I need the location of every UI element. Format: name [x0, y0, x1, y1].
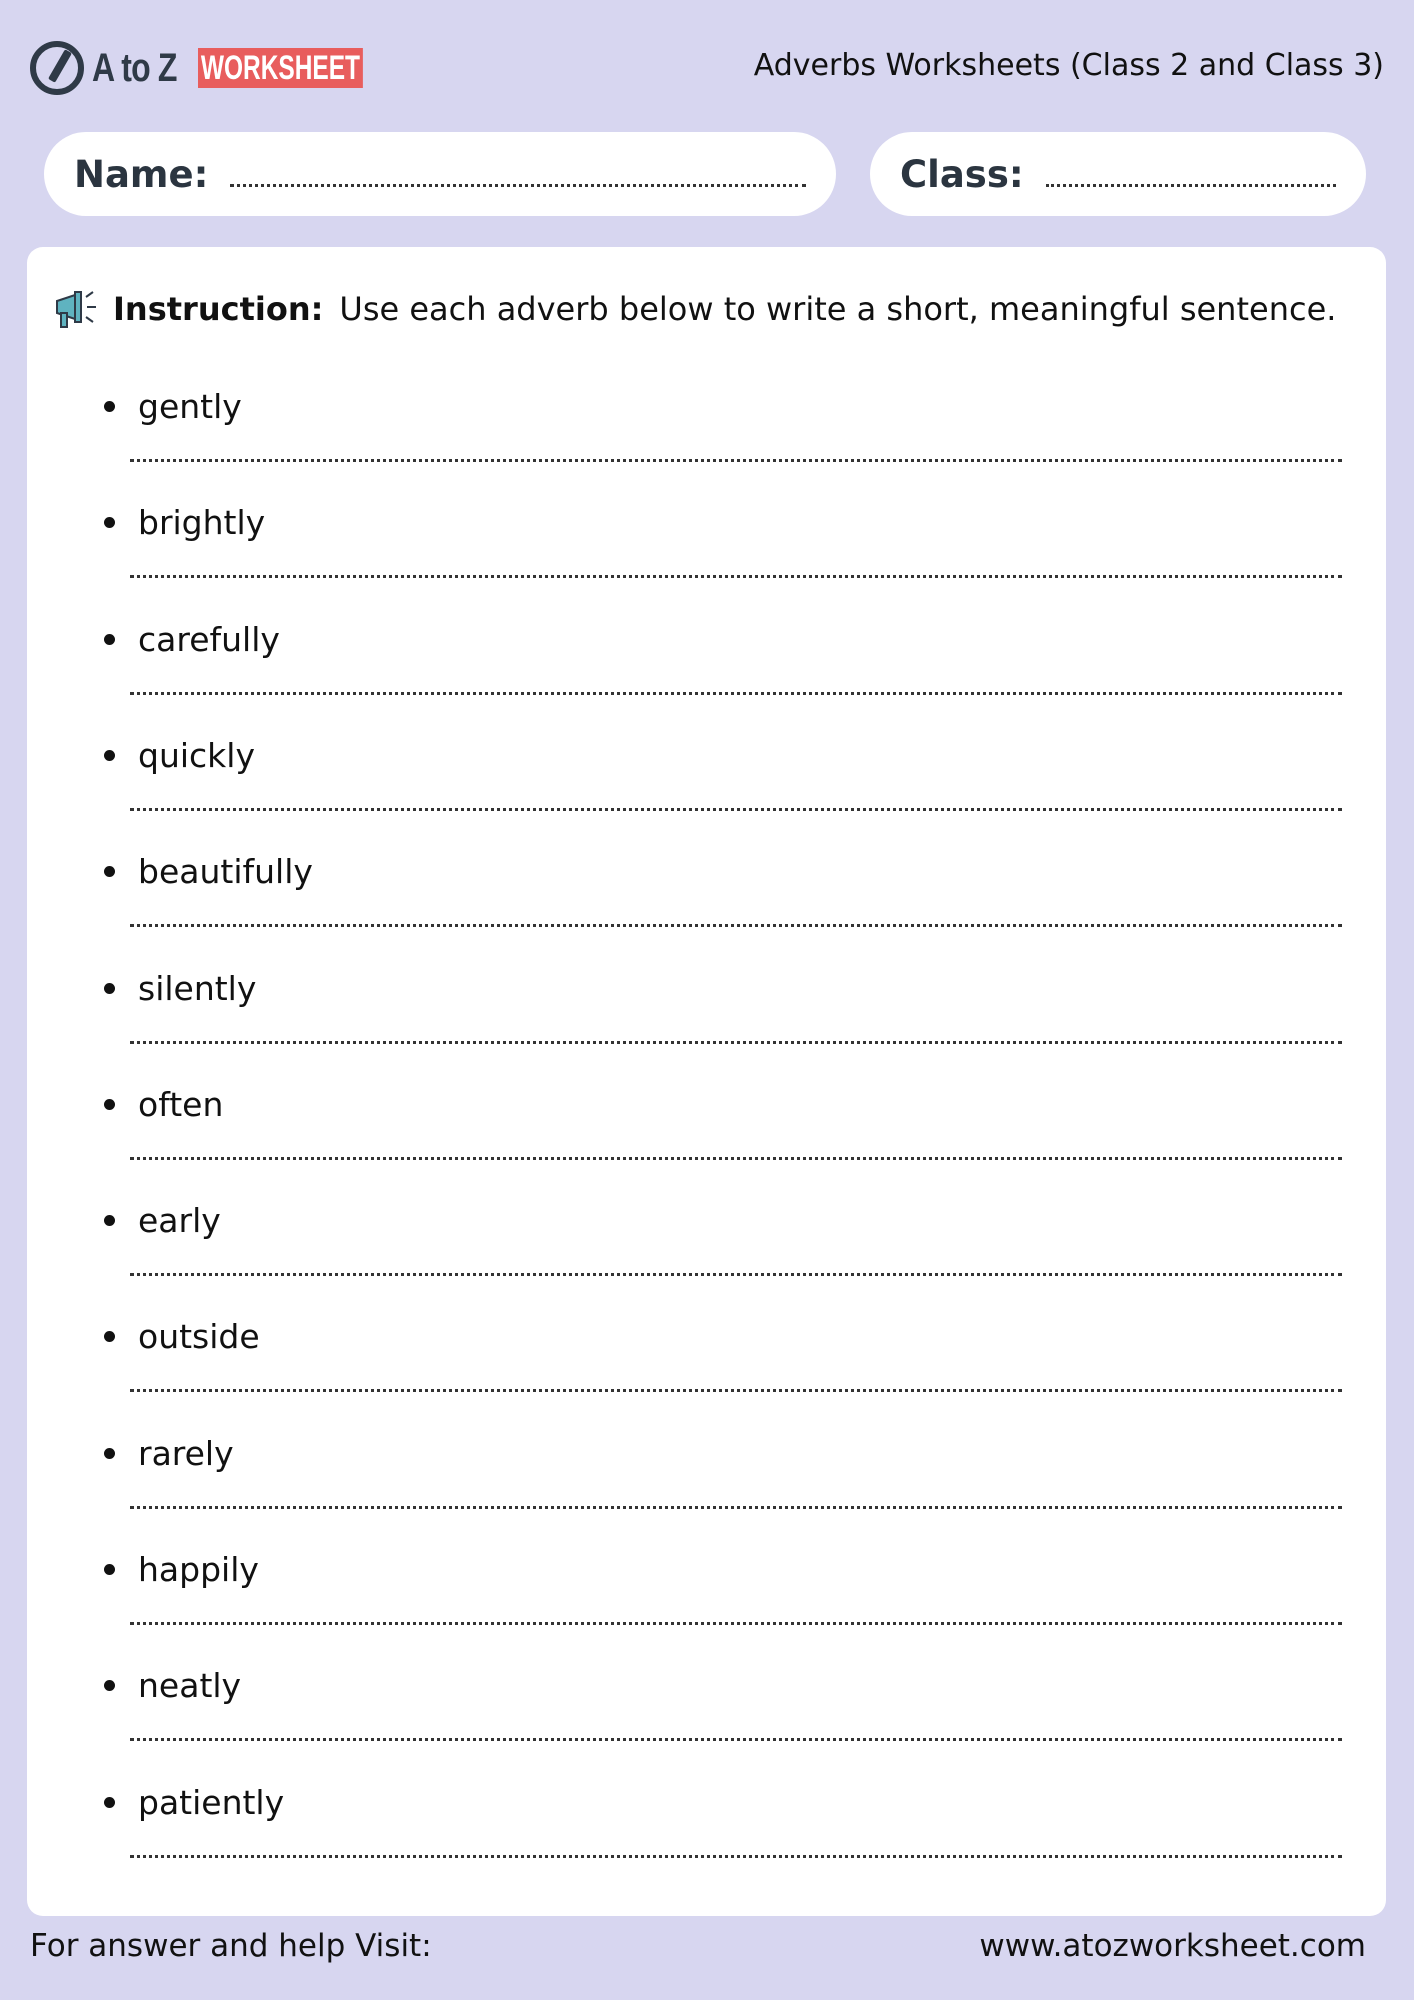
adverb-word	[102, 969, 1342, 1008]
adverb-label: silently	[138, 968, 257, 1008]
adverb-item	[102, 1201, 1342, 1240]
adverb-word	[102, 852, 1342, 891]
adverb-word	[102, 1666, 1342, 1705]
adverb-label: quickly	[138, 735, 255, 775]
site-logo	[30, 38, 360, 98]
adverb-word	[102, 1317, 1342, 1356]
adverb-word	[102, 1085, 1342, 1124]
adverb-label: rarely	[138, 1433, 234, 1473]
instruction	[53, 287, 1336, 331]
answer-line[interactable]	[130, 924, 1342, 927]
footer-website-link[interactable]: www.atozworksheet.com	[979, 1928, 1366, 1964]
class-field[interactable]	[870, 132, 1366, 216]
pen-logo-icon	[30, 41, 84, 95]
answer-line[interactable]	[130, 1506, 1342, 1509]
adverb-label: outside	[138, 1317, 260, 1357]
adverb-word	[102, 620, 1342, 659]
instruction-label: Instruction:	[113, 290, 324, 328]
answer-line[interactable]	[130, 1855, 1342, 1858]
adverb-word	[102, 1201, 1342, 1240]
adverb-label: gently	[138, 387, 242, 426]
megaphone-icon	[53, 287, 101, 331]
answer-line[interactable]	[130, 1041, 1342, 1044]
name-field[interactable]	[44, 132, 836, 216]
adverb-word	[102, 736, 1342, 775]
adverb-label: carefully	[138, 619, 280, 659]
answer-line[interactable]	[130, 575, 1342, 578]
class-label: Class:	[900, 152, 1024, 196]
worksheet-card	[27, 247, 1386, 1916]
adverb-item	[102, 1666, 1342, 1705]
logo-badge: WORKSHEET	[198, 48, 363, 88]
footer-help-text: For answer and help Visit:	[30, 1928, 432, 1964]
answer-line[interactable]	[130, 808, 1342, 811]
adverb-label: patiently	[138, 1782, 285, 1822]
answer-line[interactable]	[130, 1273, 1342, 1276]
adverb-label: early	[138, 1201, 221, 1241]
worksheet-title: Adverbs Worksheets (Class 2 and Class 3)	[753, 48, 1384, 83]
adverb-word	[102, 387, 1342, 426]
adverb-item	[102, 503, 1342, 542]
logo-text: A to Z	[92, 45, 177, 90]
adverb-word	[102, 1434, 1342, 1473]
answer-line[interactable]	[130, 1157, 1342, 1160]
answer-line[interactable]	[130, 692, 1342, 695]
adverb-item	[102, 1317, 1342, 1356]
adverb-item	[102, 1550, 1342, 1589]
answer-line[interactable]	[130, 1738, 1342, 1741]
adverb-label: brightly	[138, 503, 266, 543]
answer-line[interactable]	[130, 1622, 1342, 1625]
adverb-item	[102, 969, 1342, 1008]
answer-line[interactable]	[130, 1389, 1342, 1392]
adverb-item	[102, 387, 1342, 426]
adverb-label: often	[138, 1084, 224, 1124]
class-blank-line[interactable]	[1046, 184, 1336, 187]
adverb-item	[102, 620, 1342, 659]
name-blank-line[interactable]	[230, 184, 806, 187]
adverb-item	[102, 736, 1342, 775]
adverb-label: neatly	[138, 1666, 242, 1706]
adverb-item	[102, 1783, 1342, 1822]
adverb-word	[102, 1550, 1342, 1589]
name-label: Name:	[74, 152, 209, 196]
adverb-item	[102, 1085, 1342, 1124]
adverb-item	[102, 852, 1342, 891]
adverb-word	[102, 503, 1342, 542]
answer-line[interactable]	[130, 459, 1342, 462]
adverb-word	[102, 1783, 1342, 1822]
adverb-item	[102, 1434, 1342, 1473]
adverb-label: beautifully	[138, 852, 313, 892]
instruction-text: Use each adverb below to write a short, meaningful sentence.	[339, 290, 1337, 328]
adverb-label: happily	[138, 1550, 259, 1589]
